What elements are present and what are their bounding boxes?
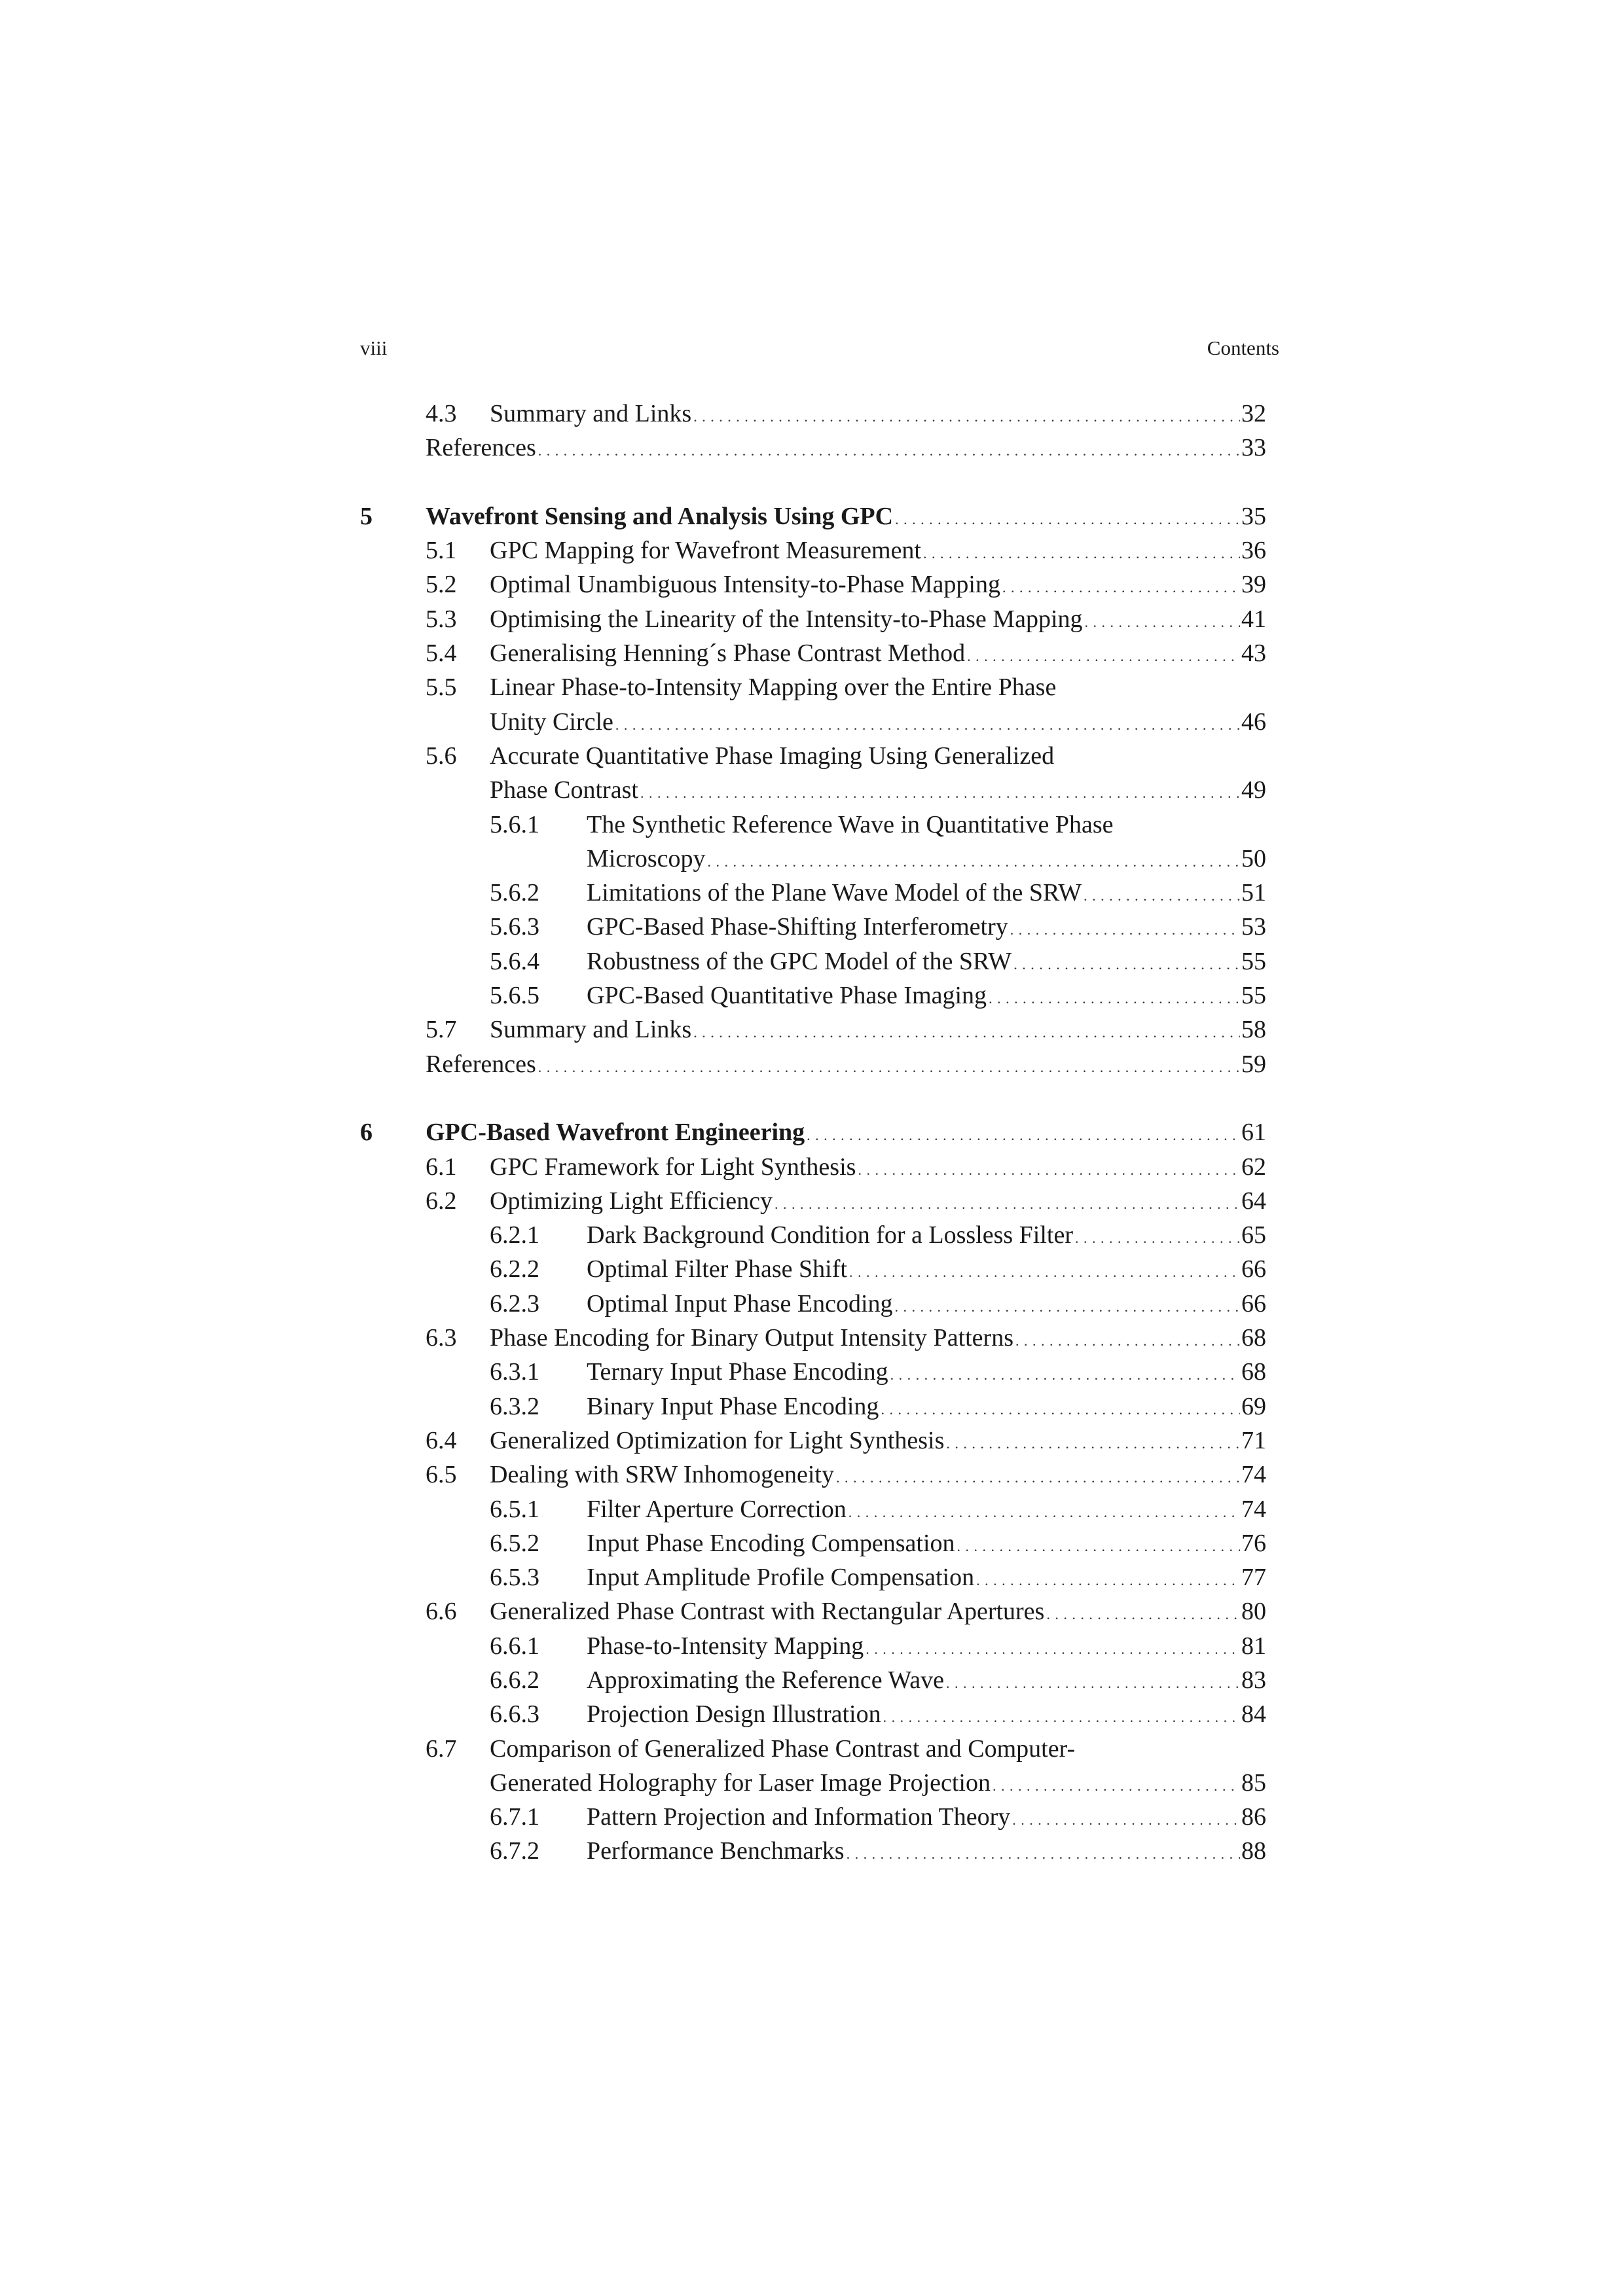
dot-leader [693,1016,1240,1050]
toc-entry-number: 6.5 [426,1461,457,1489]
toc-entry-line [587,1287,1266,1324]
dot-leader [1013,948,1240,982]
toc-entry-title: Phase Encoding for Binary Output Intensity Patterns [490,1324,1013,1352]
toc-entry-title: Optimizing Light Efficiency [490,1187,773,1215]
dot-leader [881,1393,1240,1427]
toc-entry-title: Unity Circle [490,708,613,736]
toc-entry-page: 71 [1241,1426,1266,1454]
toc-entry-title: Binary Input Phase Encoding [587,1392,879,1420]
toc-entry-line [587,1697,1266,1734]
toc-entry-title: Optimal Unambiguous Intensity-to-Phase Mapping [490,571,1000,599]
toc-entry-line [490,1321,1266,1358]
toc-entry-line [490,1150,1266,1187]
toc-entry-number: 6 [360,1119,373,1147]
toc-entry-line [587,808,1266,842]
dot-leader [989,982,1240,1016]
toc-entry-line [490,1013,1266,1050]
toc-entry-title: Filter Aperture Correction [587,1495,847,1523]
toc-entry-number: 5.7 [426,1016,457,1044]
toc-entry-line [490,1458,1266,1495]
toc-entry-line [490,636,1266,673]
toc-entry-line [587,1834,1266,1871]
toc-entry-title: References [426,1050,536,1078]
toc-entry-line [426,1047,1266,1085]
toc-entry-title: Summary and Links [490,1016,692,1044]
toc-entry-line [490,567,1266,605]
toc-entry-number: 6.1 [426,1153,457,1181]
toc-entry [360,1424,1266,1458]
dot-leader [993,1769,1240,1803]
dot-leader [858,1153,1240,1187]
toc-entry-title: Optimal Input Phase Encoding [587,1289,893,1318]
toc-entry-page: 68 [1241,1324,1266,1352]
dot-leader [923,537,1240,571]
dot-leader [1002,571,1240,605]
toc-entry [360,1252,1266,1286]
toc-entry-line [490,533,1266,571]
toc-entry-title: Dealing with SRW Inhomogeneity [490,1461,834,1489]
toc-entry [360,739,1266,773]
toc-entry [360,1013,1266,1047]
toc-entry-number: 5.6.3 [490,913,539,941]
toc-entry-number: 6.2.2 [490,1255,539,1283]
toc-entry-number: 5.4 [426,639,457,668]
toc-entry [360,533,1266,567]
toc-entry-page: 59 [1241,1050,1266,1078]
toc-entry [360,567,1266,601]
toc-entry-page: 46 [1241,708,1266,736]
toc-entry-number: 5.3 [426,605,457,633]
toc-entry-title: Projection Design Illustration [587,1700,881,1729]
toc-entry-number: 5.1 [426,537,457,565]
toc-entry [360,1492,1266,1526]
toc-entry-number: 5.6.4 [490,947,539,975]
toc-entry [360,670,1266,704]
toc-entry-page: 65 [1241,1221,1266,1249]
toc-entry-line [587,1629,1266,1666]
toc-entry-title: GPC Mapping for Wavefront Measurement [490,537,921,565]
dot-leader [946,1666,1240,1700]
toc-chapter-entry [360,499,1266,533]
toc-entry-page: 86 [1241,1803,1266,1831]
toc-entry-line [587,1663,1266,1700]
toc-entry-line [426,431,1266,468]
dot-leader [615,708,1240,742]
dot-leader [1075,1221,1240,1255]
toc-entry-title: Dark Background Condition for a Lossless Filter [587,1221,1074,1249]
toc-entry-title: Input Phase Encoding Compensation [587,1529,955,1557]
dot-leader [883,1700,1240,1734]
toc-entry-title: Ternary Input Phase Encoding [587,1358,888,1386]
toc-entry-title: Wavefront Sensing and Analysis Using GPC [426,502,894,530]
toc-entry [360,705,1266,739]
toc-entry-title: GPC-Based Phase-Shifting Interferometry [587,913,1008,941]
dot-leader [775,1187,1240,1221]
dot-leader [708,845,1240,879]
toc-entry-page: 66 [1241,1289,1266,1318]
toc-entry [360,431,1266,465]
toc-entry [360,1150,1266,1184]
toc-entry-line [587,1492,1266,1530]
toc-entry-page: 66 [1241,1255,1266,1283]
toc-entry [360,1287,1266,1321]
dot-leader [946,1427,1240,1461]
toc-entry [360,1834,1266,1868]
toc-entry-line [426,499,1266,537]
toc-entry-page: 85 [1241,1768,1266,1797]
toc-entry-title: Generalized Optimization for Light Synthesis [490,1426,945,1454]
toc-entry-line [587,1218,1266,1255]
toc-entry [360,1732,1266,1766]
toc-entry-number: 5.2 [426,571,457,599]
dot-leader [640,776,1240,810]
toc-entry [360,1526,1266,1560]
toc-entry-title: Pattern Projection and Information Theory [587,1803,1011,1831]
toc-entry [360,1218,1266,1252]
page-number: viii [360,336,388,359]
toc-entry [360,1663,1266,1697]
toc-entry [360,842,1266,876]
toc-entry-line [490,705,1266,742]
toc-entry-title: Phase-to-Intensity Mapping [587,1632,864,1660]
toc-entry-page: 76 [1241,1529,1266,1557]
toc-entry-title: Generalized Phase Contrast with Rectangular Apertures [490,1598,1045,1626]
dot-leader [1046,1598,1240,1632]
toc-entry-number: 5 [360,502,373,530]
toc-entry-page: 55 [1241,947,1266,975]
toc-entry-page: 41 [1241,605,1266,633]
toc-entry-line [490,1594,1266,1632]
toc-entry-number: 6.7 [426,1734,457,1763]
toc-entry-line [587,1560,1266,1598]
toc-entry-line [587,1252,1266,1289]
toc-entry-title: Microscopy [587,844,706,872]
toc-entry-page: 68 [1241,1358,1266,1386]
toc-entry-number: 6.6.2 [490,1666,539,1694]
toc-entry [360,1629,1266,1663]
running-title: Contents [1207,336,1279,359]
toc-entry-line [490,1732,1266,1766]
toc-entry-title: Approximating the Reference Wave [587,1666,944,1694]
toc-entry-page: 74 [1241,1461,1266,1489]
toc-entry-page: 39 [1241,571,1266,599]
toc-entry-number: 6.7.1 [490,1803,539,1831]
dot-leader [976,1564,1240,1598]
toc-spacer [360,465,1266,499]
toc-entry-title: Performance Benchmarks [587,1837,845,1865]
toc-entry-title: References [426,434,536,462]
toc-entry [360,636,1266,670]
toc-entry-number: 6.2.1 [490,1221,539,1249]
toc-entry [360,1766,1266,1800]
dot-leader [836,1461,1240,1495]
toc-entry-title: Summary and Links [490,400,692,427]
toc-entry-page: 83 [1241,1666,1266,1694]
dot-leader [807,1119,1240,1153]
toc-entry-number: 6.7.2 [490,1837,539,1865]
toc-entry-page: 35 [1241,502,1266,530]
toc-entry-page: 43 [1241,639,1266,668]
toc-entry-page: 69 [1241,1392,1266,1420]
toc-entry-title: Optimal Filter Phase Shift [587,1255,847,1283]
toc-entry-page: 58 [1241,1016,1266,1044]
toc-entry-line [426,1115,1266,1153]
toc-entry-title: The Synthetic Reference Wave in Quantitative Phase [587,810,1114,838]
toc-entry-line [490,670,1266,704]
toc-entry-number: 6.5.2 [490,1529,539,1557]
toc-entry-page: 81 [1241,1632,1266,1660]
toc-entry [360,876,1266,910]
toc-entry [360,1355,1266,1389]
dot-leader [1012,1803,1240,1837]
toc-entry [360,1800,1266,1834]
toc-entry-page: 62 [1241,1153,1266,1181]
toc-entry-page: 77 [1241,1564,1266,1592]
toc-entry-line [490,397,1266,434]
toc-entry-title: Optimising the Linearity of the Intensity-to-Phase Mapping [490,605,1083,633]
toc-entry-line [490,739,1266,773]
toc-entry-line [587,978,1266,1016]
toc-entry [360,944,1266,978]
toc-entry-line [587,1390,1266,1427]
toc-entry [360,1697,1266,1731]
toc-entry-title: Limitations of the Plane Wave Model of the SRW [587,879,1082,907]
toc-entry-number: 5.6.5 [490,982,539,1010]
toc-entry-title: Input Amplitude Profile Compensation [587,1564,975,1592]
toc-entry-line [490,773,1266,810]
toc-entry-page: 74 [1241,1495,1266,1523]
toc-entry [360,1321,1266,1355]
toc-entry [360,1594,1266,1628]
toc-entry-line [587,876,1266,913]
toc-entry-line [587,1800,1266,1837]
toc-entry-number: 5.6.2 [490,879,539,907]
toc-entry [360,1184,1266,1218]
toc-entry-title: Phase Contrast [490,776,638,804]
toc-entry [360,1458,1266,1492]
toc-entry [360,1560,1266,1594]
toc-entry-page: 33 [1241,434,1266,462]
toc-entry-page: 36 [1241,537,1266,565]
toc-entry-number: 6.6.1 [490,1632,539,1660]
toc-entry-number: 5.6 [426,742,457,770]
toc-entry-title: Generalising Henning´s Phase Contrast Method [490,639,966,668]
toc-entry-page: 80 [1241,1598,1266,1626]
toc-entry [360,910,1266,944]
toc-entry-title: GPC-Based Wavefront Engineering [426,1119,805,1147]
toc-entry-page: 49 [1241,776,1266,804]
dot-leader [895,503,1240,537]
dot-leader [957,1530,1240,1564]
toc-entry-title: Generated Holography for Laser Image Projection [490,1768,991,1797]
toc-entry-line [587,1355,1266,1392]
toc-entry-page: 32 [1241,400,1266,427]
toc-entry [360,808,1266,842]
toc-entry-page: 64 [1241,1187,1266,1215]
toc-entry-line [490,1766,1266,1803]
dot-leader [866,1632,1240,1666]
toc-entry-page: 55 [1241,982,1266,1010]
toc-entry-line [587,1526,1266,1564]
toc-entry-number: 5.5 [426,673,457,702]
toc-spacer [360,1081,1266,1115]
dot-leader [895,1290,1240,1324]
toc-entry-number: 6.4 [426,1426,457,1454]
toc-entry-line [587,910,1266,947]
toc-entry-title: Comparison of Generalized Phase Contrast and Computer- [490,1734,1076,1763]
dot-leader [693,400,1240,434]
dot-leader [1010,913,1240,947]
toc-entry [360,773,1266,807]
toc-entry [360,602,1266,636]
dot-leader [538,1050,1240,1085]
toc-entry [360,1047,1266,1081]
toc-entry-title: Linear Phase-to-Intensity Mapping over the Entire Phase [490,673,1057,702]
toc-entry-number: 6.6.3 [490,1700,539,1729]
toc-entry-title: GPC Framework for Light Synthesis [490,1153,856,1181]
toc-entry [360,397,1266,431]
toc-entry-number: 6.3.2 [490,1392,539,1420]
toc-entry-line [490,1184,1266,1221]
toc-entry-page: 50 [1241,844,1266,872]
toc-entry-number: 6.3.1 [490,1358,539,1386]
toc-entry-page: 84 [1241,1700,1266,1729]
dot-leader [967,639,1240,673]
toc-entry-title: Accurate Quantitative Phase Imaging Using Generalized [490,742,1055,770]
toc-entry-number: 6.5.3 [490,1564,539,1592]
toc-entry-page: 88 [1241,1837,1266,1865]
toc-entry-number: 6.3 [426,1324,457,1352]
dot-leader [849,1255,1240,1289]
dot-leader [1084,879,1240,913]
dot-leader [538,434,1240,468]
toc-entry-line [587,842,1266,879]
toc-entry-line [490,602,1266,639]
toc-entry-page: 61 [1241,1119,1266,1147]
dot-leader [890,1358,1240,1392]
dot-leader [1015,1324,1240,1358]
dot-leader [847,1837,1240,1871]
toc-chapter-entry [360,1115,1266,1149]
dot-leader [848,1496,1240,1530]
dot-leader [1085,605,1240,639]
toc-entry-number: 5.6.1 [490,810,539,838]
toc-entry-page: 51 [1241,879,1266,907]
table-of-contents [360,397,1266,1869]
toc-entry-number: 6.2.3 [490,1289,539,1318]
toc-entry-title: GPC-Based Quantitative Phase Imaging [587,982,987,1010]
toc-entry-line [490,1424,1266,1461]
toc-entry-number: 6.6 [426,1598,457,1626]
toc-entry-title: Robustness of the GPC Model of the SRW [587,947,1012,975]
toc-entry [360,1390,1266,1424]
toc-entry-line [587,944,1266,982]
toc-entry [360,978,1266,1013]
toc-entry-number: 6.5.1 [490,1495,539,1523]
toc-entry-page: 53 [1241,913,1266,941]
toc-entry-number: 4.3 [426,400,457,427]
toc-entry-number: 6.2 [426,1187,457,1215]
page-header [360,336,1279,363]
